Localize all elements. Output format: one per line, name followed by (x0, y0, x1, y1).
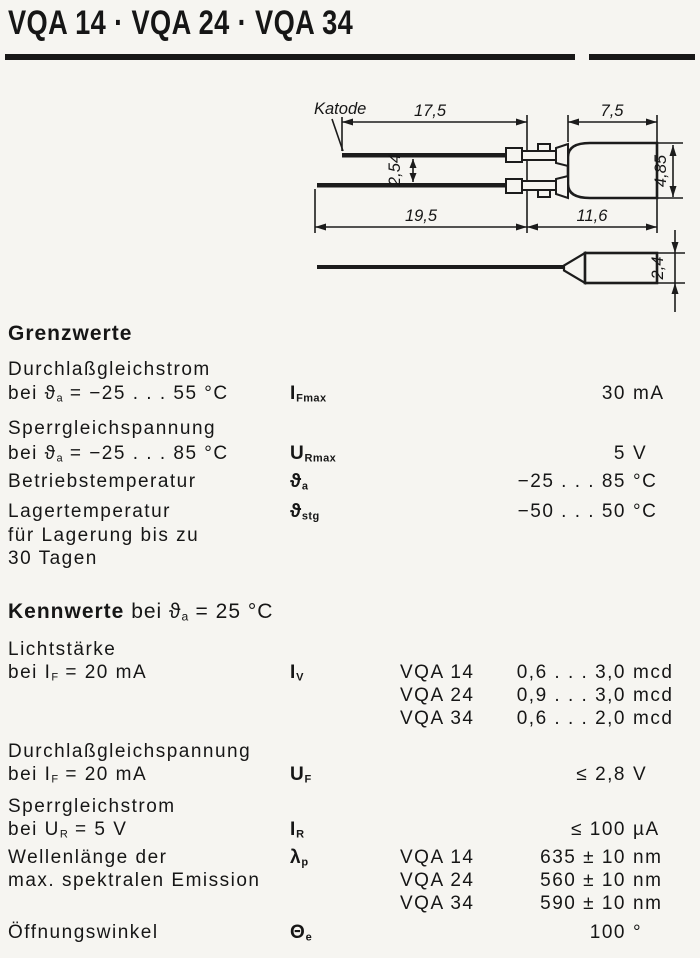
spec-model: VQA 34 (400, 708, 475, 729)
dim-lead-top-length: 17,5 (413, 102, 447, 120)
spec-line (8, 818, 700, 842)
spec-value-unit: nm (633, 893, 663, 914)
spec-value-unit: µA (633, 819, 660, 840)
spec-symbol: $I_{Fmax}$ (290, 383, 327, 405)
page-title: VQA 14 · VQA 24 · VQA 34 (8, 4, 354, 42)
spec-line (8, 382, 700, 406)
spec-value-number: −25 . . . 85 (517, 471, 626, 492)
spec-value-number: ≤ 2,8 (576, 764, 626, 785)
spec-symbol: $I_R$ (290, 819, 305, 841)
spec-label: Durchlaßgleichspannung (8, 741, 252, 762)
dim-body-thickness: 2,4 (649, 256, 667, 280)
spec-symbol: $ϑ_a$ (290, 471, 309, 493)
spec-value-unit: mA (633, 383, 665, 404)
spec-value-number: 635 ± 10 (540, 847, 626, 868)
spec-label: bei $I_F = 20$ mA (8, 662, 148, 684)
spec-value-number: 30 (601, 383, 626, 404)
spec-value-number: 560 ± 10 (540, 870, 626, 891)
spec-line (8, 470, 700, 494)
dim-body-length: 7,5 (600, 102, 624, 120)
spec-value-number: 0,6 . . . 2,0 (516, 708, 626, 729)
spec-symbol: $U_{Rmax}$ (290, 443, 337, 465)
spec-value-unit: V (633, 443, 648, 464)
spec-line (8, 661, 700, 685)
spec-label: Öffnungswinkel (8, 922, 159, 943)
spec-label: Sperrgleichstrom (8, 796, 176, 817)
spec-label: max. spektralen Emission (8, 870, 261, 891)
front-view (317, 143, 657, 198)
spec-value-unit: mcd (633, 708, 674, 729)
spec-line (8, 795, 700, 819)
spec-label: Betriebstemperatur (8, 471, 197, 492)
spec-line (8, 547, 700, 571)
side-view (317, 253, 657, 283)
spec-model: VQA 14 (400, 662, 475, 683)
lead-top-crimp (506, 144, 568, 166)
led-body (568, 143, 657, 198)
spec-symbol: $I_V$ (290, 662, 304, 684)
spec-line (8, 417, 700, 441)
spec-model: VQA 14 (400, 847, 475, 868)
spec-value-number: 5 (613, 443, 626, 464)
spec-model: VQA 24 (400, 870, 475, 891)
spec-model: VQA 34 (400, 893, 475, 914)
spec-value-number: 0,6 . . . 3,0 (516, 662, 626, 683)
spec-label: Wellenlänge der (8, 847, 168, 868)
spec-label: bei $ϑ_a = -25$ . . . 55 °C (8, 383, 229, 405)
spec-value-number: −50 . . . 50 (517, 501, 626, 522)
section-heading-kennwerte: Kennwerte bei $ϑ_a = 25$ °C (8, 600, 274, 624)
lead-top (342, 153, 510, 158)
spec-line (8, 869, 700, 893)
spec-line (8, 684, 700, 708)
spec-label: Lichtstärke (8, 639, 117, 660)
spec-value-unit: °C (633, 471, 658, 492)
spec-label: bei $I_F = 20$ mA (8, 764, 148, 786)
spec-value-unit: nm (633, 847, 663, 868)
spec-line (8, 358, 700, 382)
spec-label: Sperrgleichspannung (8, 418, 217, 439)
spec-line (8, 707, 700, 731)
lead-bottom-crimp (506, 176, 568, 198)
dim-lead-pitch: 2,54 (386, 153, 404, 187)
spec-model: VQA 24 (400, 685, 475, 706)
katode-label: Katode (314, 100, 367, 118)
spec-symbol: $\lambda_p$ (290, 847, 309, 869)
spec-line (8, 892, 700, 916)
spec-line (8, 638, 700, 662)
spec-value-number: 100 (589, 922, 626, 943)
title-rule (5, 54, 695, 60)
spec-label: Durchlaßgleichstrom (8, 359, 211, 380)
dim-total-length: 11,6 (576, 207, 608, 225)
spec-label: bei $ϑ_a = -25$ . . . 85 °C (8, 443, 229, 465)
spec-line (8, 921, 700, 945)
spec-line (8, 846, 700, 870)
spec-value-number: 590 ± 10 (540, 893, 626, 914)
spec-label: bei $U_R = 5$ V (8, 819, 128, 841)
spec-line (8, 524, 700, 548)
spec-value-unit: mcd (633, 685, 674, 706)
dim-body-height: 4,85 (652, 154, 670, 188)
side-body-taper (564, 253, 585, 283)
spec-symbol: $\Theta_e$ (290, 922, 313, 944)
spec-line (8, 763, 700, 787)
spec-symbol: $U_F$ (290, 764, 312, 786)
dim-lead-bottom-length: 19,5 (404, 207, 438, 225)
lead-bottom (317, 183, 508, 188)
package-drawing (0, 82, 700, 318)
spec-value-unit: mcd (633, 662, 674, 683)
spec-value-unit: V (633, 764, 648, 785)
spec-value-number: ≤ 100 (571, 819, 626, 840)
spec-line (8, 500, 700, 524)
spec-line (8, 442, 700, 466)
spec-symbol: $ϑ_{stg}$ (290, 501, 320, 523)
side-lead (317, 265, 569, 269)
spec-value-number: 0,9 . . . 3,0 (516, 685, 626, 706)
spec-line (8, 740, 700, 764)
side-body (585, 253, 657, 283)
spec-label: Lagertemperatur (8, 501, 171, 522)
spec-value-unit: °C (633, 501, 658, 522)
spec-value-unit: ° (633, 922, 643, 943)
spec-label: 30 Tagen (8, 548, 98, 569)
spec-value-unit: nm (633, 870, 663, 891)
section-heading-grenzwerte: Grenzwerte (8, 322, 133, 345)
spec-label: für Lagerung bis zu (8, 525, 200, 546)
